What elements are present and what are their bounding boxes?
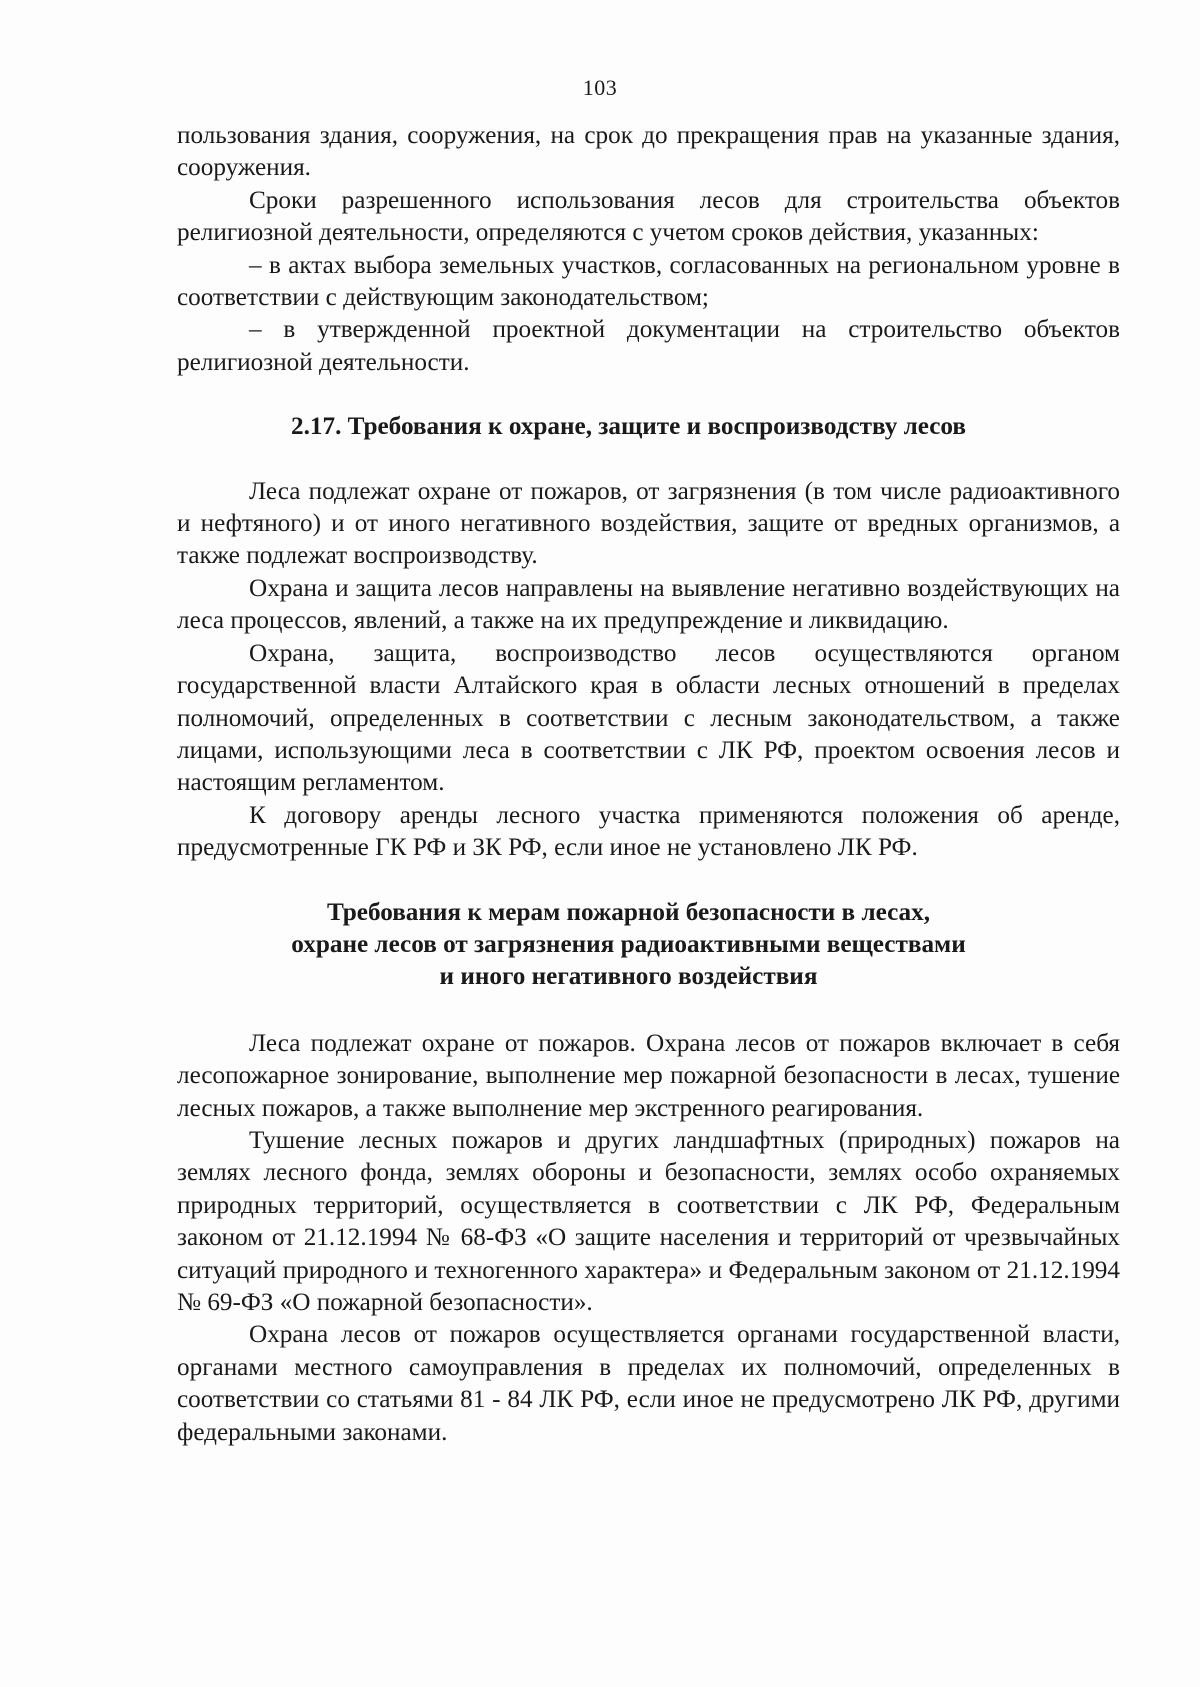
- paragraph: пользования здания, сооружения, на срок до прекращения прав на указанные здания, сооружения.: [177, 122, 1120, 182]
- section-heading: 2.17. Требования к охране, защите и воспроизводству лесов: [290, 413, 967, 441]
- paragraph: Охрана и защита лесов направлены на выявление негативно воздействующих на леса процессов, явлений, а также на их предупреждение и ликвидацию.: [177, 574, 1120, 635]
- page-number: 103: [582, 75, 618, 100]
- heading-line: Требования к мерам пожарной безопасности в лесах,: [326, 898, 931, 926]
- paragraph: К договору аренды лесного участка применяются положения об аренде, предусмотренные ГК РФ и ЗК РФ, если иное не установлено ЛК РФ.: [177, 801, 1120, 862]
- page-content: [177, 120, 1120, 1449]
- paragraph: Сроки разрешенного использования лесов для строительства объектов религиозной деятельности, определяются с учетом сроков действия, указанных:: [177, 186, 1120, 247]
- paragraph: Тушение лесных пожаров и других ландшафтных (природных) пожаров на землях лесного фонда, землях обороны и безопасности, землях особо охраняемых природных территорий, осуществляется в соответствии с ЛК РФ, Федеральным законом от 21.12.1994 № 68-ФЗ «О защите населения и территорий от чрезвычайных ситуаций природного и техногенного характера» и Федеральным законом от 21.12.1994 № 69-ФЗ «О пожарной безопасности».: [177, 1126, 1120, 1316]
- subsection-heading: [177, 897, 1120, 994]
- paragraph: Леса подлежат охране от пожаров, от загрязнения (в том числе радиоактивного и нефтяного) и от иного негативного воздействия, защите от вредных организмов, а также подлежат воспроизводству.: [177, 477, 1120, 570]
- list-item: – в актах выбора земельных участков, согласованных на региональном уровне в соответствии с действующим законодательством;: [177, 251, 1120, 312]
- list-item: – в утвержденной проектной документации на строительство объектов религиозной деятельности.: [177, 316, 1120, 376]
- heading-line: и иного негативного воздействия: [439, 963, 818, 991]
- paragraph: Леса подлежат охране от пожаров. Охрана лесов от пожаров включает в себя лесопожарное зонирование, выполнение мер пожарной безопасности в лесах, тушение лесных пожаров, а также выполнение мер экстренного реагирования.: [177, 1029, 1120, 1122]
- paragraph: Охрана лесов от пожаров осуществляется органами государственной власти, органами местного самоуправления в пределах их полномочий, определенных в соответствии со статьями 81 - 84 ЛК РФ, если иное не предусмотрено ЛК РФ, другими федеральными законами.: [177, 1321, 1120, 1446]
- paragraph: Охрана, защита, воспроизводство лесов осуществляются органом государственной власти Алтайского края в области лесных отношений в пределах полномочий, определенных в соответствии с лесным законодательством, а также лицами, использующими леса в соответствии с ЛК РФ, проектом освоения лесов и настоящим регламентом.: [177, 639, 1120, 797]
- heading-line: охране лесов от загрязнения радиоактивными веществами: [291, 930, 966, 958]
